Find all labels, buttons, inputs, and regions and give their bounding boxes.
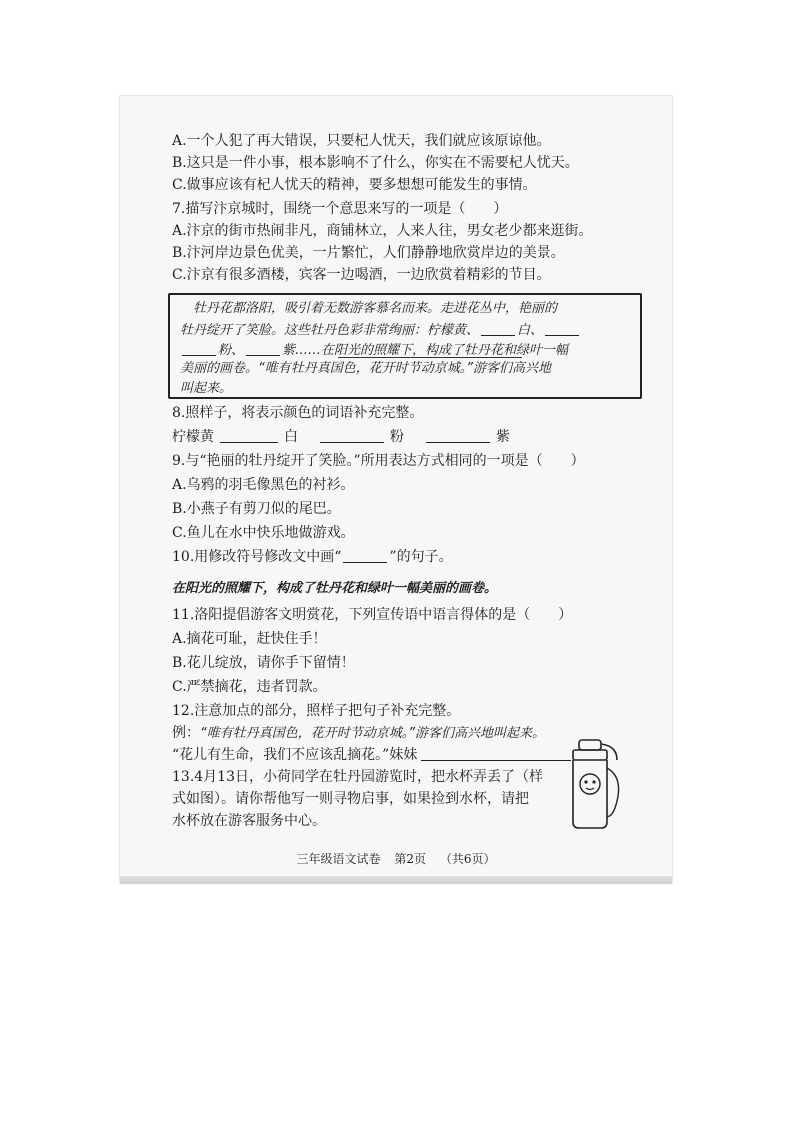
q8-word-3: 粉 xyxy=(390,429,404,445)
passage-line-2 xyxy=(180,321,581,339)
q12-line-text: “花儿有生命，我们不应该乱摘花。”妹妹 xyxy=(172,747,418,763)
q11-option-a: A.摘花可耻，赶快住手！ xyxy=(172,631,327,647)
answer-blank[interactable] xyxy=(220,428,278,443)
q8-blanks xyxy=(172,428,510,446)
passage-line-2-white: 白、 xyxy=(517,323,544,338)
q12-answer-line xyxy=(172,746,575,764)
q7-stem: 7.描写汴京城时，围绕一个意思来写的一项是（ ） xyxy=(172,201,508,217)
underline-marker xyxy=(338,357,522,358)
passage-line-5: 叫起来。 xyxy=(180,381,233,396)
q10-stem-post: ”的句子。 xyxy=(389,549,453,565)
passage-blank xyxy=(545,321,579,336)
q12-example-text: “唯有牡丹真国色，花开时节动京城。”游客们高兴地叫起来。 xyxy=(200,726,545,741)
q8-word-4: 紫 xyxy=(496,429,510,445)
q10-stem-pre: 10.用修改符号修改文中画“ xyxy=(172,549,342,565)
passage-blank xyxy=(246,341,280,356)
q11-option-c: C.严禁摘花，违者罚款。 xyxy=(172,679,327,695)
q12-example-label: 例： xyxy=(172,725,200,741)
passage-blank xyxy=(182,341,216,356)
q13-line-1: 13.4月13日，小荷同学在牡丹园游览时，把水杯弄丢了（样 xyxy=(172,769,543,785)
water-bottle-icon xyxy=(565,738,627,830)
passage-line-1: 牡丹花都洛阳，吸引着无数游客慕名而来。走进花丛中，艳丽的 xyxy=(180,301,558,316)
q13-line-3: 水杯放在游客服务中心。 xyxy=(172,813,326,829)
exam-page xyxy=(120,96,672,882)
q6-option-a: A.一个人犯了再大错误，只要杞人忧天，我们就应该原谅他。 xyxy=(172,133,551,149)
q12-stem: 12.注意加点的部分，照样子把句子补充完整。 xyxy=(172,703,461,719)
q13-line-2: 式如图）。请你帮他写一则寻物启事，如果捡到水杯，请把 xyxy=(172,791,529,807)
q8-stem: 8.照样子，将表示颜色的词语补充完整。 xyxy=(172,405,424,421)
q12-example xyxy=(172,724,545,743)
answer-blank[interactable] xyxy=(320,428,384,443)
passage-line-3-text: 紫……在阳光的照耀下，构成了牡丹花和绿叶一幅 xyxy=(282,343,569,358)
answer-blank[interactable] xyxy=(421,746,571,761)
passage-line-3-pink: 粉、 xyxy=(218,343,245,358)
footer-title: 三年级语文试卷 xyxy=(296,852,381,866)
footer-page: 第2页 xyxy=(394,852,426,866)
page-footer xyxy=(120,850,672,867)
q11-stem: 11.洛阳提倡游客文明赏花，下列宣传语中语言得体的是（ ） xyxy=(172,607,573,623)
reading-passage-box xyxy=(168,293,642,399)
q8-word-2: 白 xyxy=(284,429,298,445)
q10-stem xyxy=(172,548,453,566)
q9-option-a: A.乌鸦的羽毛像黑色的衬衫。 xyxy=(172,477,355,493)
passage-line-4: 美丽的画卷。“唯有牡丹真国色，花开时节动京城。”游客们高兴地 xyxy=(180,361,551,376)
q9-option-c: C.鱼儿在水中快乐地做游戏。 xyxy=(172,525,355,541)
q7-option-a: A.汴京的街市热闹非凡，商铺林立，人来人往，男女老少都来逛街。 xyxy=(172,223,593,239)
answer-blank[interactable] xyxy=(426,428,490,443)
underline-sample xyxy=(343,548,387,563)
q6-option-b: B.这只是一件小事，根本影响不了什么，你实在不需要杞人忧天。 xyxy=(172,155,579,171)
passage-line-2-text: 牡丹绽开了笑脸。这些牡丹色彩非常绚丽：柠檬黄、 xyxy=(180,323,480,338)
passage-blank xyxy=(481,321,515,336)
q7-option-b: B.汴河岸边景色优美，一片繁忙，人们静静地欣赏岸边的美景。 xyxy=(172,245,565,261)
q10-sentence: 在阳光的照耀下，构成了牡丹花和绿叶一幅美丽的画卷。 xyxy=(172,581,498,596)
q9-option-b: B.小燕子有剪刀似的尾巴。 xyxy=(172,501,341,517)
q8-word-1: 柠檬黄 xyxy=(172,429,214,445)
q6-option-c: C.做事应该有杞人忧天的精神，要多想想可能发生的事情。 xyxy=(172,177,537,193)
footer-total: （共6页） xyxy=(439,852,496,866)
q9-stem: 9.与“艳丽的牡丹绽开了笑脸。”所用表达方式相同的一项是（ ） xyxy=(172,453,585,469)
q11-option-b: B.花儿绽放，请你手下留情！ xyxy=(172,655,355,671)
q7-option-c: C.汴京有很多酒楼，宾客一边喝酒，一边欣赏着精彩的节目。 xyxy=(172,267,551,283)
